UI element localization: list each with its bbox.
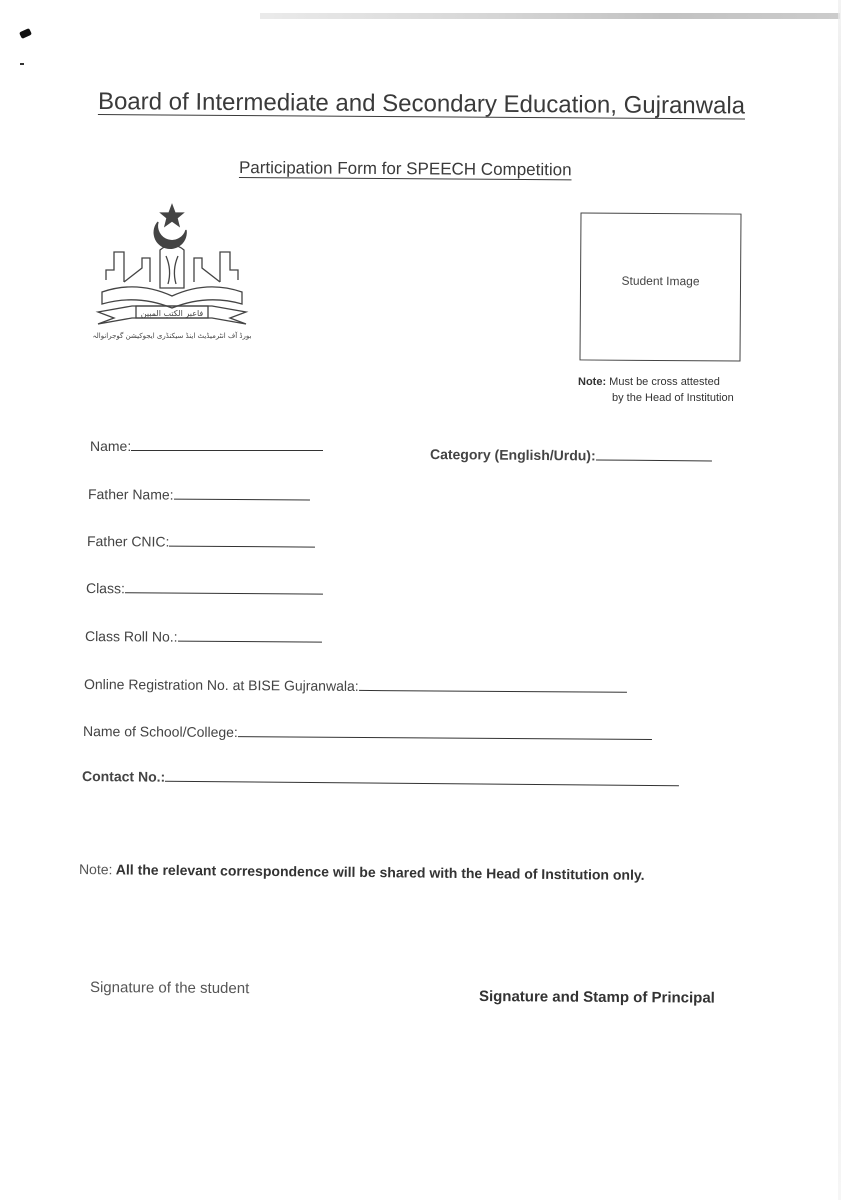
class-field[interactable] (86, 580, 323, 598)
photo-note-line2: by the Head of Institution (612, 392, 734, 404)
scan-edge-right (838, 0, 841, 1200)
contact-line[interactable] (165, 780, 679, 786)
ink-mark (19, 28, 32, 39)
form-title: Participation Form for SPEECH Competition (238, 158, 572, 180)
principal-signature-label: Signature and Stamp of Principal (478, 988, 715, 1007)
online-registration-label: Online Registration No. at BISE Gujranwala: (83, 676, 359, 694)
school-college-field[interactable] (83, 723, 652, 743)
class-roll-label: Class Roll No.: (84, 628, 178, 645)
ink-mark (20, 63, 24, 65)
scan-edge-top (260, 13, 840, 19)
correspondence-note-text: All the relevant correspondence will be shared with the Head of Institution only. (115, 861, 645, 883)
class-roll-field[interactable] (85, 628, 322, 646)
father-name-line[interactable] (174, 498, 310, 501)
father-cnic-label: Father CNIC: (86, 533, 170, 550)
father-cnic-line[interactable] (169, 545, 315, 548)
student-photo-box[interactable] (579, 212, 741, 361)
logo-caption: بورڈ آف انٹرمیڈیٹ اینڈ سیکنڈری ایجوکیشن گوجرانوالہ (92, 332, 252, 340)
name-label: Name: (90, 438, 132, 454)
photo-placeholder: Student Image (621, 273, 700, 289)
contact-field[interactable] (82, 768, 679, 789)
crest-icon (92, 200, 252, 350)
photo-note (578, 374, 734, 406)
online-registration-field[interactable] (84, 676, 627, 696)
school-college-label: Name of School/College: (82, 723, 238, 741)
online-registration-line[interactable] (359, 689, 627, 693)
photo-note-label: Note: (578, 376, 607, 388)
class-label: Class: (85, 580, 125, 597)
logo-motto: فاعبر الکتب المبین (140, 309, 204, 318)
name-field[interactable] (90, 438, 323, 454)
father-cnic-field[interactable] (87, 533, 316, 551)
correspondence-note (79, 861, 645, 883)
contact-label: Contact No.: (81, 768, 166, 785)
name-line[interactable] (131, 449, 323, 451)
class-roll-line[interactable] (178, 640, 322, 643)
category-field[interactable] (430, 446, 712, 464)
school-college-line[interactable] (238, 735, 652, 740)
father-name-field[interactable] (88, 486, 310, 504)
photo-note-line1: Must be cross attested (609, 376, 720, 388)
class-line[interactable] (125, 591, 323, 594)
category-line[interactable] (596, 458, 712, 461)
correspondence-note-label: Note: (78, 861, 113, 878)
student-signature-label: Signature of the student (89, 979, 250, 998)
board-title: Board of Intermediate and Secondary Education, Gujranwala (97, 88, 746, 120)
category-label: Category (English/Urdu): (429, 446, 596, 464)
bise-crest-logo (92, 200, 252, 350)
father-name-label: Father Name: (87, 486, 174, 503)
